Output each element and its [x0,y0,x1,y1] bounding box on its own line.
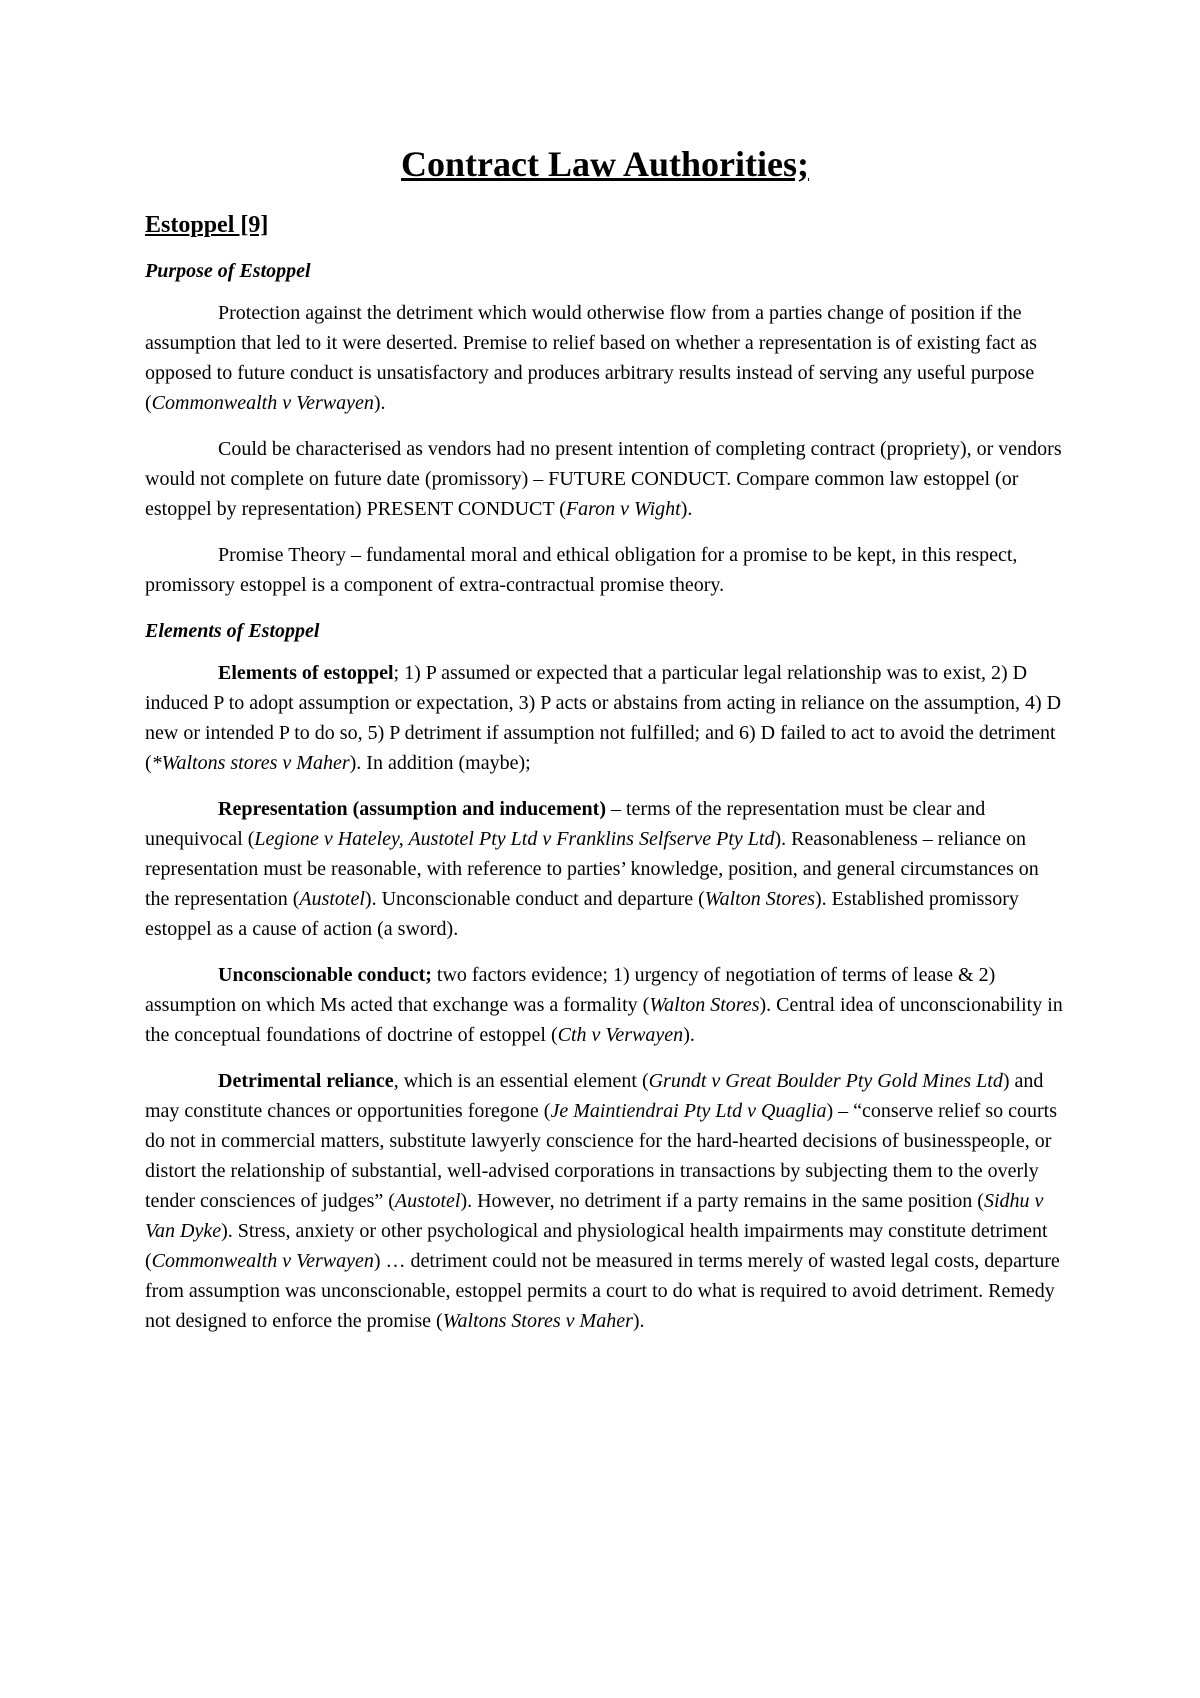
case-citation: Walton Stores [649,994,760,1016]
document-title: Contract Law Authorities; [401,144,809,184]
text: ). Established promissory estoppel as a cause of action (a sword). [145,888,1019,940]
case-citation: Commonwealth v Verwayen [151,392,374,414]
lead-term: Detrimental reliance [218,1070,394,1092]
text: two factors evidence; 1) urgency of negotiation of terms of lease & 2) assumption on which Ms acted that exchange was a formality ( [145,964,996,1016]
subheading-elements: Elements of Estoppel [145,620,320,642]
paragraph-detrimental-reliance [145,1066,1065,1336]
text: ) – “conserve relief so courts do not in commercial matters, substitute lawyerly conscience for the hard-hearted decisions of businesspeople, or distort the relationship of substantial, well-advised corporations in transactions by subjecting them to the overly tender consciences of judges” ( [145,1100,1057,1212]
text: ). Unconscionable conduct and departure ( [364,888,705,910]
case-citation: Sidhu v Van Dyke [145,1190,1044,1242]
text: – terms of the representation must be clear and unequivocal ( [145,798,986,850]
text: ) … detriment could not be measured in terms merely of wasted legal costs, departure from assumption was unconscionable, estoppel permits a court to do what is required to avoid detriment. Remedy not designed to enforce the promise ( [145,1250,1060,1332]
case-citation: Walton Stores [704,888,815,910]
text: ). [683,1024,695,1046]
case-citation: Austotel [299,888,365,910]
text: Could be characterised as vendors had no present intention of completing contract (propriety), or vendors would not complete on future date (promissory) – FUTURE CONDUCT. Compare common law estoppel (or estoppel by representation) PRESENT CONDUCT ( [145,438,1062,520]
text: ). In addition (maybe); [349,752,531,774]
lead-term: Unconscionable conduct; [218,964,432,986]
case-citation: Legione v Hateley, Austotel Pty Ltd v Franklins Selfserve Pty Ltd [254,828,775,850]
text: , which is an essential element ( [393,1070,649,1092]
paragraph-unconscionable [145,960,1065,1050]
case-citation: Austotel [394,1190,461,1212]
case-citation: Cth v Verwayen [557,1024,684,1046]
text: Promise Theory – fundamental moral and ethical obligation for a promise to be kept, in this respect, promissory estoppel is a component of extra-contractual promise theory. [145,544,1018,596]
paragraph-representation [145,794,1065,944]
case-citation: Grundt v Great Boulder Pty Gold Mines Ltd [648,1070,1003,1092]
lead-term: Representation (assumption and inducement) [218,798,606,820]
lead-term: Elements of estoppel [218,662,394,684]
case-citation: Je Maintiendrai Pty Ltd v Quaglia [550,1100,827,1122]
text: ). [680,498,693,520]
text: ). Reasonableness – reliance on representation must be reasonable, with reference to parties’ knowledge, position, and general circumstances on the representation ( [145,828,1039,910]
paragraph-promise-theory [145,540,1065,600]
text: ) and may constitute chances or opportunities foregone ( [145,1070,1044,1122]
case-citation: Waltons Stores v Maher [442,1310,633,1332]
text: ). Central idea of unconscionability in the conceptual foundations of doctrine of estoppel ( [145,994,1063,1046]
case-citation: Faron v Wight [565,498,681,520]
paragraph-protection [145,298,1065,418]
document-page [145,140,1065,1352]
text: ). However, no detriment if a party remains in the same position ( [460,1190,984,1212]
text: ). [373,392,386,414]
text: ). [632,1310,645,1332]
text: ). Stress, anxiety or other psychological and physiological health impairments may constitute detriment ( [145,1220,1048,1272]
subheading-purpose: Purpose of Estoppel [145,260,311,282]
text: ; 1) P assumed or expected that a particular legal relationship was to exist, 2) D induced P to adopt assumption or expectation, 3) P acts or abstains from acting in reliance on the assumption, 4) D new or intended P to do so, 5) P detriment if assumption not fulfilled; and 6) D failed to act to avoid the detriment ( [145,662,1062,774]
section-heading-estoppel: Estoppel [9] [145,212,269,238]
paragraph-characterised [145,434,1065,524]
case-citation: Commonwealth v Verwayen [151,1250,374,1272]
case-citation: *Waltons stores v Maher [151,752,350,774]
text: Protection against the detriment which would otherwise flow from a parties change of position if the assumption that led to it were deserted. Premise to relief based on whether a representation is of existing fact as opposed to future conduct is unsatisfactory and produces arbitrary results instead of serving any useful purpose ( [145,302,1037,414]
paragraph-elements [145,658,1065,778]
